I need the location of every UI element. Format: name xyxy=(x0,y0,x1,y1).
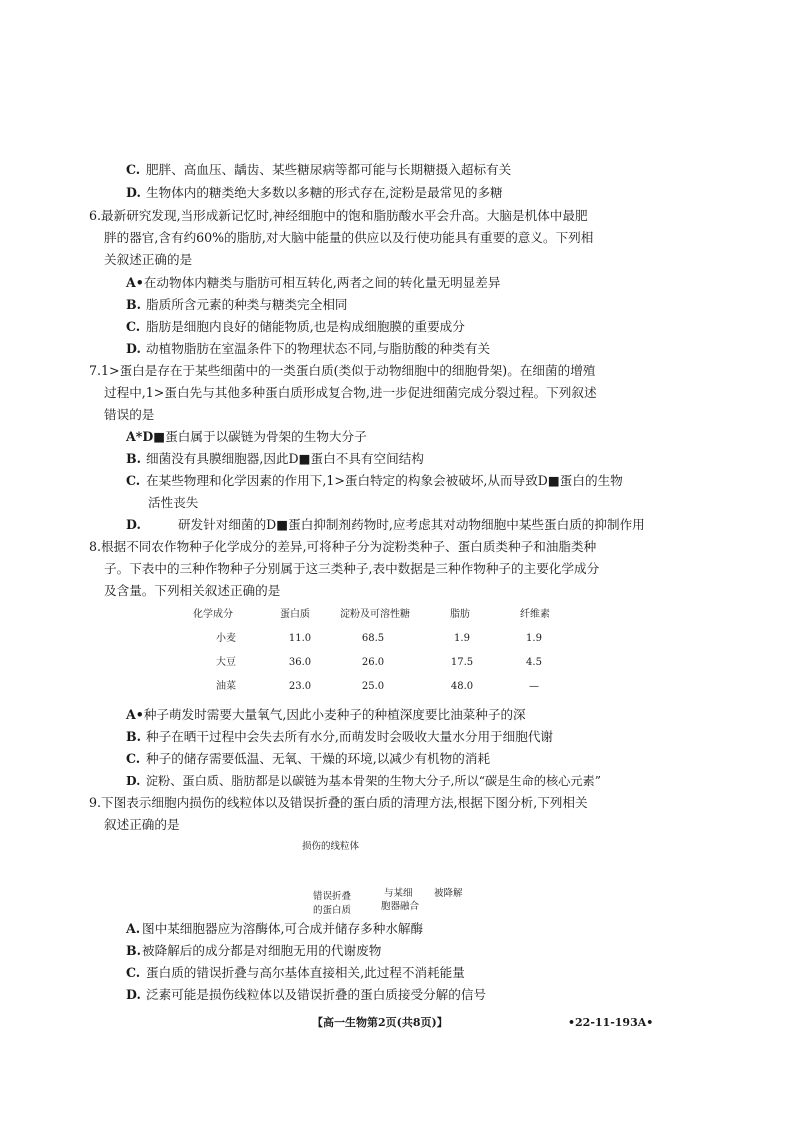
q8-option-d xyxy=(126,773,601,789)
option-text: 泛素可能是损伤线粒体以及错误折叠的蛋白质接受分解的信号 xyxy=(146,987,487,1002)
q7-option-c xyxy=(126,473,623,489)
option-letter: C. xyxy=(126,751,141,766)
q9-option-d xyxy=(126,987,486,1003)
option-text: 脂肪是细胞内良好的储能物质,也是构成细胞膜的重要成分 xyxy=(146,319,465,334)
option-letter: B. xyxy=(126,297,142,312)
q7-option-b xyxy=(126,451,424,467)
table-cell: 4.5 xyxy=(526,657,542,668)
option-text: 研发针对细菌的D■蛋白抑制剂药物时,应考虑其对动物细胞中某些蛋白质的抑制作用 xyxy=(178,517,645,532)
option-text: 种子萌发时需要大量氧气,因此小麦种子的种植深度要比油菜种子的深 xyxy=(143,707,526,722)
option-text: 动植物脂肪在室温条件下的物理状态不同,与脂肪酸的种类有关 xyxy=(146,341,491,356)
option-text: 细菌没有具膜细胞器,因此D■蛋白不具有空间结构 xyxy=(146,451,424,466)
q6-stem-line-3: 关叙述正确的是 xyxy=(104,252,193,267)
option-text: 种子在晒干过程中会失去所有水分,而萌发时会吸收大量水分用于细胞代谢 xyxy=(146,729,554,744)
table-cell: 48.0 xyxy=(450,681,474,692)
option-letter: A*D■ xyxy=(126,429,166,444)
diagram-label-fuse-organelle-1: 与某细 xyxy=(384,888,413,899)
option-letter: C. xyxy=(126,965,141,980)
table-row-label: 油菜 xyxy=(216,681,236,692)
option-text: 淀粉、蛋白质、脂肪都是以碳链为基本骨架的生物大分子,所以“碳是生命的核心元素” xyxy=(145,774,601,788)
option-text: 被降解后的成分都是对细胞无用的代谢废物 xyxy=(142,943,382,958)
option-letter: D. xyxy=(126,774,141,788)
q7-option-a xyxy=(126,429,367,445)
diagram-label-misfolded-protein-1: 错误折叠 xyxy=(313,891,352,902)
q5-option-d xyxy=(126,185,503,201)
option-letter: C. xyxy=(126,473,141,488)
q7-option-d xyxy=(126,517,645,533)
q6-option-a xyxy=(126,275,500,291)
table-cell: — xyxy=(529,681,539,692)
table-cell: 1.9 xyxy=(526,633,542,644)
q6-option-b xyxy=(126,297,348,313)
footer-page-info: 【高一生物第2页(共8页)】 xyxy=(312,1016,448,1029)
table-header-cell: 纤维素 xyxy=(520,609,550,620)
q9-stem-line-1: 9.下图表示细胞内损伤的线粒体以及错误折叠的蛋白质的清理方法,根据下图分析,下列相关 xyxy=(89,795,588,810)
table-cell: 11.0 xyxy=(288,633,312,644)
option-letter: A• xyxy=(126,275,144,290)
option-text: 在某些物理和化学因素的作用下,1>蛋白特定的构象会被破坏,从而导致D■蛋白的生物 xyxy=(146,473,623,488)
option-letter: C. xyxy=(126,162,141,177)
table-cell: 25.0 xyxy=(361,681,385,692)
table-header-cell: 脂肪 xyxy=(450,609,470,620)
table-header-cell: 淀粉及可溶性糖 xyxy=(340,609,410,620)
option-text: 图中某细胞器应为溶酶体,可合成并储存多种水解酶 xyxy=(142,921,424,936)
option-letter: B. xyxy=(126,451,142,466)
option-letter: B. xyxy=(126,729,142,744)
option-text: 肥胖、高血压、龋齿、某些糖尿病等都可能与长期糖摄入超标有关 xyxy=(146,162,512,177)
q6-option-c xyxy=(126,319,465,335)
footer-exam-code: •22-11-193A• xyxy=(568,1016,654,1029)
q7-stem-line-2: 过程中,1>蛋白先与其他多种蛋白质形成复合物,进一步促进细菌完成分裂过程。下列叙述 xyxy=(104,385,597,400)
q9-stem-line-2: 叙述正确的是 xyxy=(104,817,180,832)
option-text: 种子的储存需要低温、无氧、干燥的环境,以减少有机物的消耗 xyxy=(146,751,491,766)
option-letter: C. xyxy=(126,319,141,334)
option-letter: D. xyxy=(126,517,141,532)
table-cell: 1.9 xyxy=(454,633,470,644)
table-header-cell: 蛋白质 xyxy=(280,609,310,620)
option-text: 蛋白属于以碳链为骨架的生物大分子 xyxy=(165,429,367,444)
option-letter: A. xyxy=(126,921,141,936)
diagram-label-degraded: 被降解 xyxy=(434,888,463,899)
option-text: 蛋白质的错误折叠与高尔基体直接相关,此过程不消耗能量 xyxy=(146,965,465,980)
q6-option-d xyxy=(126,341,490,357)
option-text: 在动物体内糖类与脂肪可相互转化,两者之间的转化量无明显差异 xyxy=(143,275,501,290)
q8-stem-line-1: 8.根据不同农作物种子化学成分的差异,可将种子分为淀粉类种子、蛋白质类种子和油脂类种 xyxy=(89,539,597,554)
table-header-cell: 化学成分 xyxy=(193,609,233,620)
q5-option-c xyxy=(126,162,511,178)
table-cell: 26.0 xyxy=(361,657,385,668)
table-cell: 36.0 xyxy=(288,657,312,668)
q8-option-b xyxy=(126,729,553,745)
option-text: 生物体内的糖类绝大多数以多糖的形式存在,淀粉是最常见的多糖 xyxy=(146,185,503,200)
q9-option-b xyxy=(126,943,381,959)
q6-stem-line-1: 6.最新研究发现,当形成新记忆时,神经细胞中的饱和脂肪酸水平会升高。大脑是机体中最肥 xyxy=(89,208,588,223)
q6-stem-line-2: 胖的器官,含有约60%的脂肪,对大脑中能量的供应以及行使功能具有重要的意义。下列相 xyxy=(104,230,594,245)
option-letter: A• xyxy=(126,707,144,722)
diagram-label-fuse-organelle-2: 胞器融合 xyxy=(381,901,420,912)
q7-option-c-continued: 活性丧失 xyxy=(148,495,199,510)
table-cell: 17.5 xyxy=(450,657,474,668)
option-letter: D. xyxy=(126,341,141,356)
q8-option-c xyxy=(126,751,490,767)
diagram-label-misfolded-protein-2: 的蛋白质 xyxy=(313,905,352,916)
table-cell: 23.0 xyxy=(288,681,312,692)
q9-option-a xyxy=(126,921,423,937)
q8-option-a xyxy=(126,707,526,723)
diagram-label-damaged-mitochondria: 损伤的线粒体 xyxy=(302,841,360,852)
q7-stem-line-3: 错误的是 xyxy=(104,407,155,422)
q9-option-c xyxy=(126,965,465,981)
option-letter: B. xyxy=(126,943,142,958)
option-letter: D. xyxy=(126,185,141,200)
table-row-label: 小麦 xyxy=(216,633,236,644)
q8-stem-line-2: 子。下表中的三种作物种子分别属于这三类种子,表中数据是三种作物种子的主要化学成分 xyxy=(104,561,600,576)
option-letter: D. xyxy=(126,987,141,1002)
option-text: 脂质所含元素的种类与糖类完全相同 xyxy=(146,297,348,312)
q8-stem-line-3: 及含量。下列相关叙述正确的是 xyxy=(104,583,281,598)
q7-stem-line-1: 7.1>蛋白是存在于某些细菌中的一类蛋白质(类似于动物细胞中的细胞骨架)。在细菌的增殖 xyxy=(89,363,596,378)
table-row-label: 大豆 xyxy=(216,657,236,668)
table-cell: 68.5 xyxy=(361,633,385,644)
